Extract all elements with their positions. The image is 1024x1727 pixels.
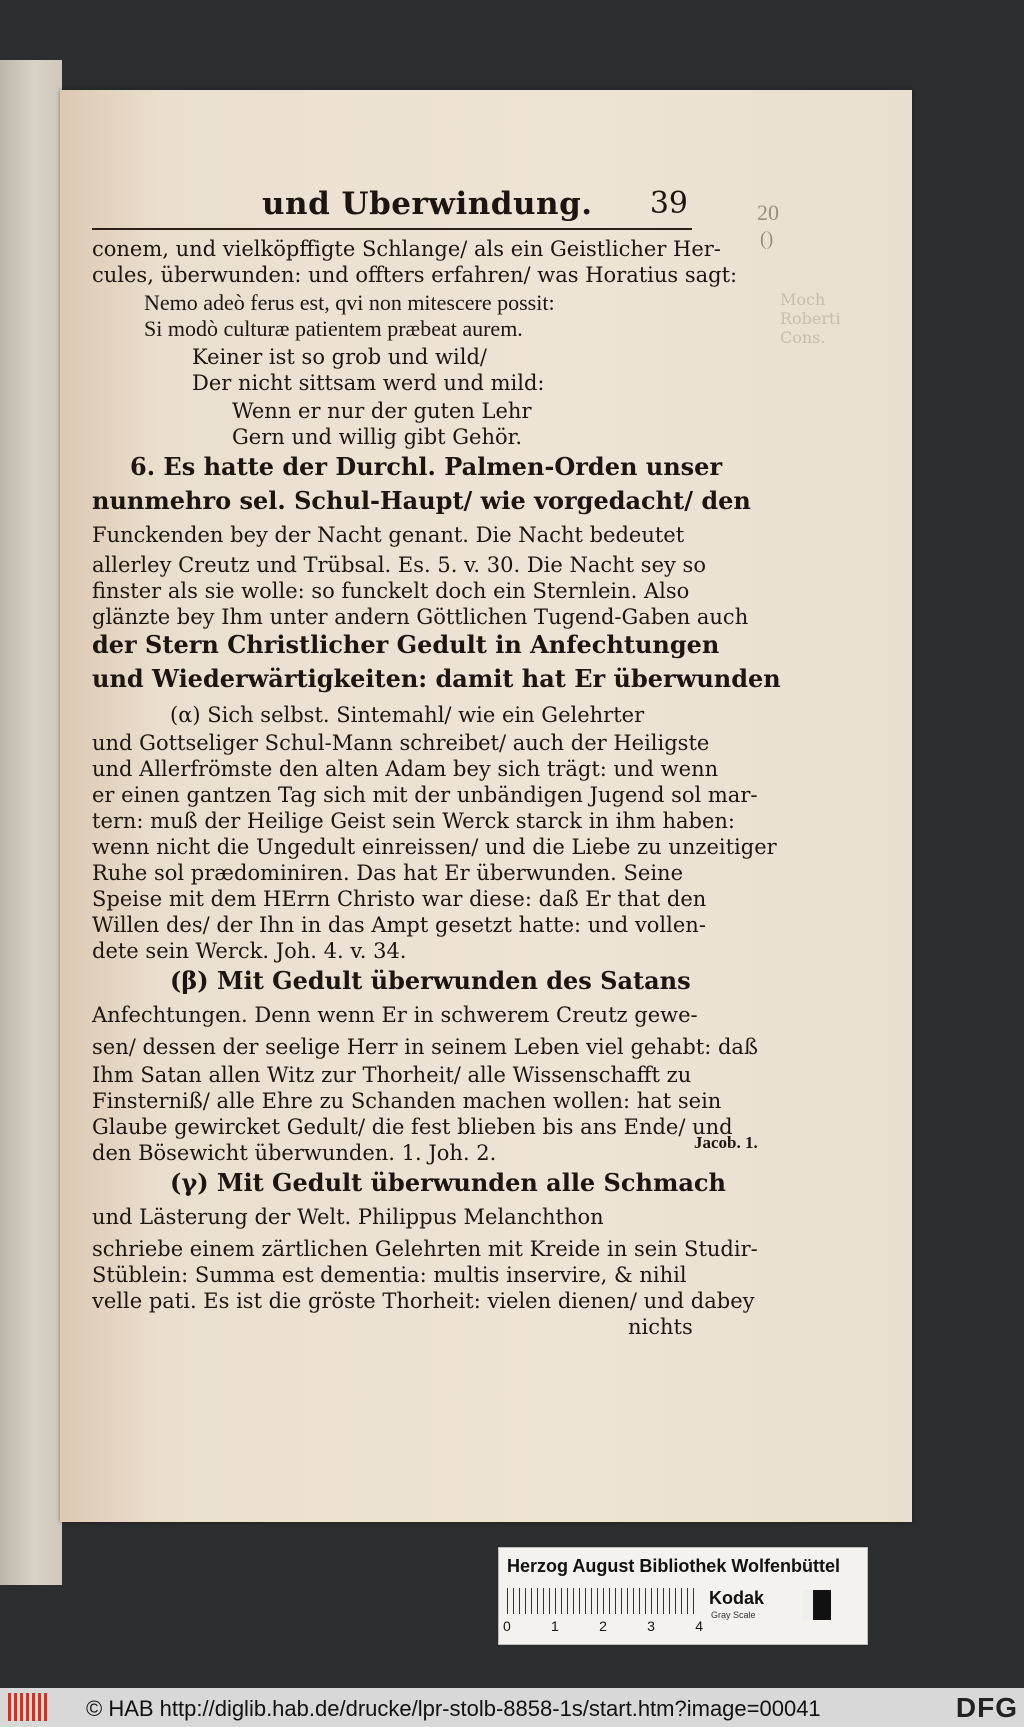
ruler-number: 2 — [599, 1618, 607, 1634]
pencil-mark: () — [760, 228, 774, 250]
catchword: nichts — [628, 1315, 693, 1339]
text-line: allerley Creutz und Trübsal. Es. 5. v. 30. Die Nacht sey so — [92, 553, 706, 577]
text-line: (α) Sich selbst. Sintemahl/ wie ein Gelehrter — [170, 703, 645, 727]
text-line: Keiner ist so grob und wild/ — [192, 345, 487, 369]
text-line: und Gottseliger Schul-Mann schreibet/ auch der Heiligste — [92, 731, 710, 755]
text-line: Glaube gewircket Gedult/ die fest blieben bis ans Ende/ und — [92, 1115, 733, 1139]
pencil-mark: 20 — [757, 200, 779, 225]
source-url-link[interactable]: © HAB http://diglib.hab.de/drucke/lpr-stolb-8858-1s/start.htm?image=00041 — [86, 1696, 821, 1721]
text-line: tern: muß der Heilige Geist sein Werck starck in ihm haben: — [92, 809, 735, 833]
text-line: Si modò culturæ patientem præbeat aurem. — [144, 316, 523, 341]
ruler-number: 3 — [647, 1618, 655, 1634]
text-line: nunmehro sel. Schul-Haupt/ wie vorgedacht/ den — [92, 486, 751, 515]
running-title: und Uberwindung. — [262, 186, 593, 222]
margin-note: Jacob. 1. — [694, 1133, 758, 1152]
text-line: Willen des/ der Ihn in das Ampt gesetzt hatte: und vollen- — [92, 913, 706, 937]
text-line: (γ) Mit Gedult überwunden alle Schmach — [170, 1168, 726, 1197]
text-line: wenn nicht die Ungedult einreissen/ und die Liebe zu unzeitiger — [92, 835, 777, 859]
text-line: conem, und vielköpffigte Schlange/ als ein Geistlicher Her- — [92, 237, 721, 261]
text-line: Anfechtungen. Denn wenn Er in schwerem Creutz gewe- — [92, 1003, 698, 1027]
text-line: schriebe einem zärtlichen Gelehrten mit Kreide in sein Studir- — [92, 1237, 758, 1261]
ruler-numbers — [503, 1618, 703, 1634]
text-line: (β) Mit Gedult überwunden des Satans — [170, 966, 691, 995]
text-line: und Allerfrömste den alten Adam bey sich trägt: und wenn — [92, 757, 719, 781]
dfg-logo: DFG — [955, 1692, 1018, 1723]
text-line: Gern und willig gibt Gehör. — [232, 425, 523, 449]
card-title: Herzog August Bibliothek Wolfenbüttel — [507, 1556, 840, 1576]
bleed-through-text: Moch Roberti Cons. — [780, 290, 841, 347]
ruler-number: 0 — [503, 1618, 511, 1634]
page-number: 39 — [649, 186, 688, 221]
text-line: Der nicht sittsam werd und mild: — [192, 371, 545, 395]
text-line: sen/ dessen der seelige Herr in seinem Leben viel gehabt: daß — [92, 1035, 758, 1059]
text-line: er einen gantzen Tag sich mit der unbändigen Jugend sol mar- — [92, 783, 758, 807]
text-line: den Bösewicht überwunden. 1. Joh. 2. — [92, 1141, 497, 1165]
ruler-scale — [507, 1588, 699, 1614]
text-line: glänzte bey Ihm unter andern Göttlichen Tugend-Gaben auch — [92, 605, 749, 629]
running-head — [92, 186, 692, 224]
text-line: dete sein Werck. Joh. 4. v. 34. — [92, 939, 407, 963]
text-line: Ruhe sol prædominiren. Das hat Er überwunden. Seine — [92, 861, 683, 885]
header-rule — [92, 228, 692, 230]
ruler-number: 1 — [551, 1618, 559, 1634]
kodak-label: Kodak — [709, 1588, 765, 1608]
text-line: Speise mit dem HErrn Christo war diese: daß Er that den — [92, 887, 707, 911]
text-line: Wenn er nur der guten Lehr — [232, 399, 532, 423]
text-line: Stüblein: Summa est dementia: multis inservire, & nihil — [92, 1263, 687, 1287]
gray-patches — [803, 1590, 831, 1620]
text-line: und Wiederwärtigkeiten: damit hat Er überwunden — [92, 664, 781, 693]
color-calibration-card — [498, 1547, 868, 1645]
text-line: Funckenden bey der Nacht genant. Die Nacht bedeutet — [92, 523, 685, 547]
status-bar — [0, 1688, 1024, 1727]
text-line: der Stern Christlicher Gedult in Anfechtungen — [92, 630, 720, 659]
text-line: 6. Es hatte der Durchl. Palmen-Orden unser — [130, 452, 723, 481]
text-line: cules, überwunden: und offters erfahren/ was Horatius sagt: — [92, 263, 738, 287]
grayscale-label: Gray Scale — [711, 1610, 756, 1620]
text-line: und Lästerung der Welt. Philippus Melanchthon — [92, 1205, 604, 1229]
text-line: finster als sie wolle: so funckelt doch ein Sternlein. Also — [92, 579, 690, 603]
ruler-number: 4 — [695, 1618, 703, 1634]
text-line: Ihm Satan allen Witz zur Thorheit/ alle Wissenschafft zu — [92, 1063, 692, 1087]
left-page-edge — [0, 60, 62, 1585]
text-line: Finsterniß/ alle Ehre zu Schanden machen wollen: hat sein — [92, 1089, 722, 1113]
hab-logo-icon — [8, 1693, 48, 1721]
text-line: Nemo adeò ferus est, qvi non mitescere possit: — [144, 290, 555, 315]
text-line: velle pati. Es ist die gröste Thorheit: vielen dienen/ und dabey — [92, 1289, 755, 1313]
